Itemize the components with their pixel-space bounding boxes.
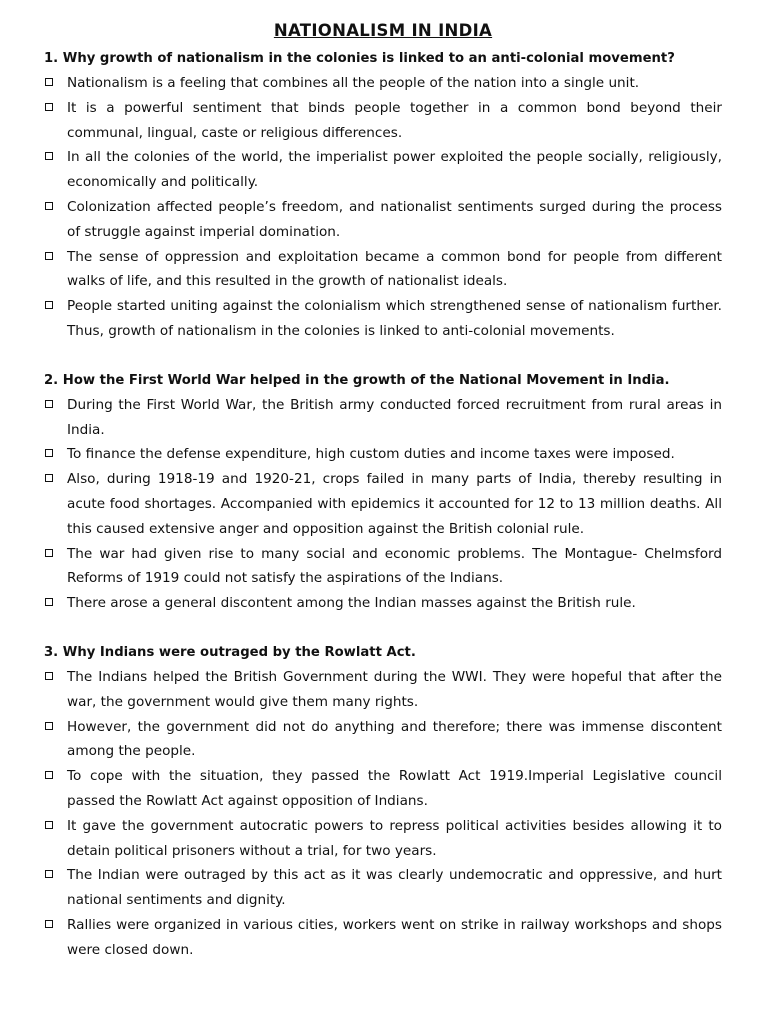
list-item (44, 542, 722, 592)
question-heading: 1. Why growth of nationalism in the colonies is linked to an anti-colonial movement? (44, 51, 675, 66)
list-item (44, 467, 722, 541)
question-heading: 3. Why Indians were outraged by the Rowlatt Act. (44, 644, 416, 660)
bullet-text: People started uniting against the colonialism which strengthened sense of nationalism further. Thus, growth of nationalism in the colonies is linked to anti-colonial movements. (67, 298, 722, 339)
bullet-list (44, 393, 722, 616)
list-item (44, 715, 722, 765)
question-heading: 2. How the First World War helped in the growth of the National Movement in India. (44, 372, 670, 388)
checkbox-bullet-icon (45, 449, 53, 457)
list-item (44, 665, 722, 715)
list-item (44, 764, 722, 814)
list-item (44, 913, 722, 963)
checkbox-bullet-icon (45, 152, 53, 160)
page-title: NATIONALISM IN INDIA (273, 21, 493, 40)
checkbox-bullet-icon (45, 202, 53, 210)
bullet-text: However, the government did not do anything and therefore; there was immense discontent among the people. (67, 718, 722, 760)
bullet-text: The war had given rise to many social and economic problems. The Montague- Chelmsford Reforms of 1919 could not satisfy the aspirations of the Indians. (67, 545, 722, 587)
list-item (44, 294, 722, 344)
checkbox-bullet-icon (45, 598, 53, 606)
sections-container (44, 46, 722, 963)
list-item (44, 71, 722, 96)
bullet-text: During the First World War, the British army conducted forced recruitment from rural areas in India. (67, 396, 722, 438)
bullet-text: To finance the defense expenditure, high custom duties and income taxes were imposed. (67, 446, 675, 463)
bullet-text: There arose a general discontent among the Indian masses against the British rule. (67, 595, 636, 612)
bullet-text: In all the colonies of the world, the imperialist power exploited the people socially, religiously, economically and politically. (67, 149, 722, 191)
bullet-text: The Indian were outraged by this act as it was clearly undemocratic and oppressive, and hurt national sentiments and dignity. (67, 867, 722, 909)
checkbox-bullet-icon (45, 301, 53, 309)
bullet-text: It gave the government autocratic powers to repress political activities besides allowing it to detain political prisoners without a trial, for two years. (67, 817, 722, 859)
checkbox-bullet-icon (45, 771, 53, 779)
checkbox-bullet-icon (45, 103, 53, 111)
checkbox-bullet-icon (45, 870, 53, 878)
bullet-text: To cope with the situation, they passed the Rowlatt Act 1919.Imperial Legislative council passed the Rowlatt Act against opposition of Indians. (67, 768, 722, 809)
bullet-text: The sense of oppression and exploitation became a common bond for people from different walks of life, and this resulted in the growth of nationalist ideals. (67, 248, 722, 290)
checkbox-bullet-icon (45, 252, 53, 260)
section-1 (44, 46, 722, 344)
checkbox-bullet-icon (45, 920, 53, 928)
list-item (44, 245, 722, 295)
bullet-text: Nationalism is a feeling that combines all the people of the nation into a single unit. (67, 75, 640, 91)
checkbox-bullet-icon (45, 672, 53, 680)
checkbox-bullet-icon (45, 400, 53, 408)
checkbox-bullet-icon (45, 474, 53, 482)
bullet-text: The Indians helped the British Government during the WWI. They were hopeful that after the war, the government would give them many rights. (67, 668, 722, 710)
list-item (44, 591, 722, 616)
checkbox-bullet-icon (45, 821, 53, 829)
checkbox-bullet-icon (45, 722, 53, 730)
bullet-text: Colonization affected people’s freedom, and nationalist sentiments surged during the process of struggle against imperial domination. (67, 198, 722, 240)
section-3 (44, 640, 722, 963)
list-item (44, 442, 722, 467)
list-item (44, 145, 722, 195)
list-item (44, 195, 722, 245)
bullet-text: Rallies were organized in various cities, workers went on strike in railway workshops and shops were closed down. (67, 916, 722, 958)
bullet-list (44, 71, 722, 344)
checkbox-bullet-icon (45, 78, 53, 86)
section-2 (44, 368, 722, 616)
list-item (44, 393, 722, 443)
list-item (44, 814, 722, 864)
checkbox-bullet-icon (45, 549, 53, 557)
bullet-text: Also, during 1918-19 and 1920-21, crops failed in many parts of India, thereby resulting in acute food shortages. Accompanied with epidemics it accounted for 12 to 13 million deaths. All this caused extensive anger and opposition against the British colonial rule. (67, 471, 722, 537)
bullet-text: It is a powerful sentiment that binds people together in a common bond beyond their communal, lingual, caste or religious differences. (67, 99, 722, 141)
bullet-list (44, 665, 722, 963)
list-item (44, 863, 722, 913)
list-item (44, 96, 722, 146)
